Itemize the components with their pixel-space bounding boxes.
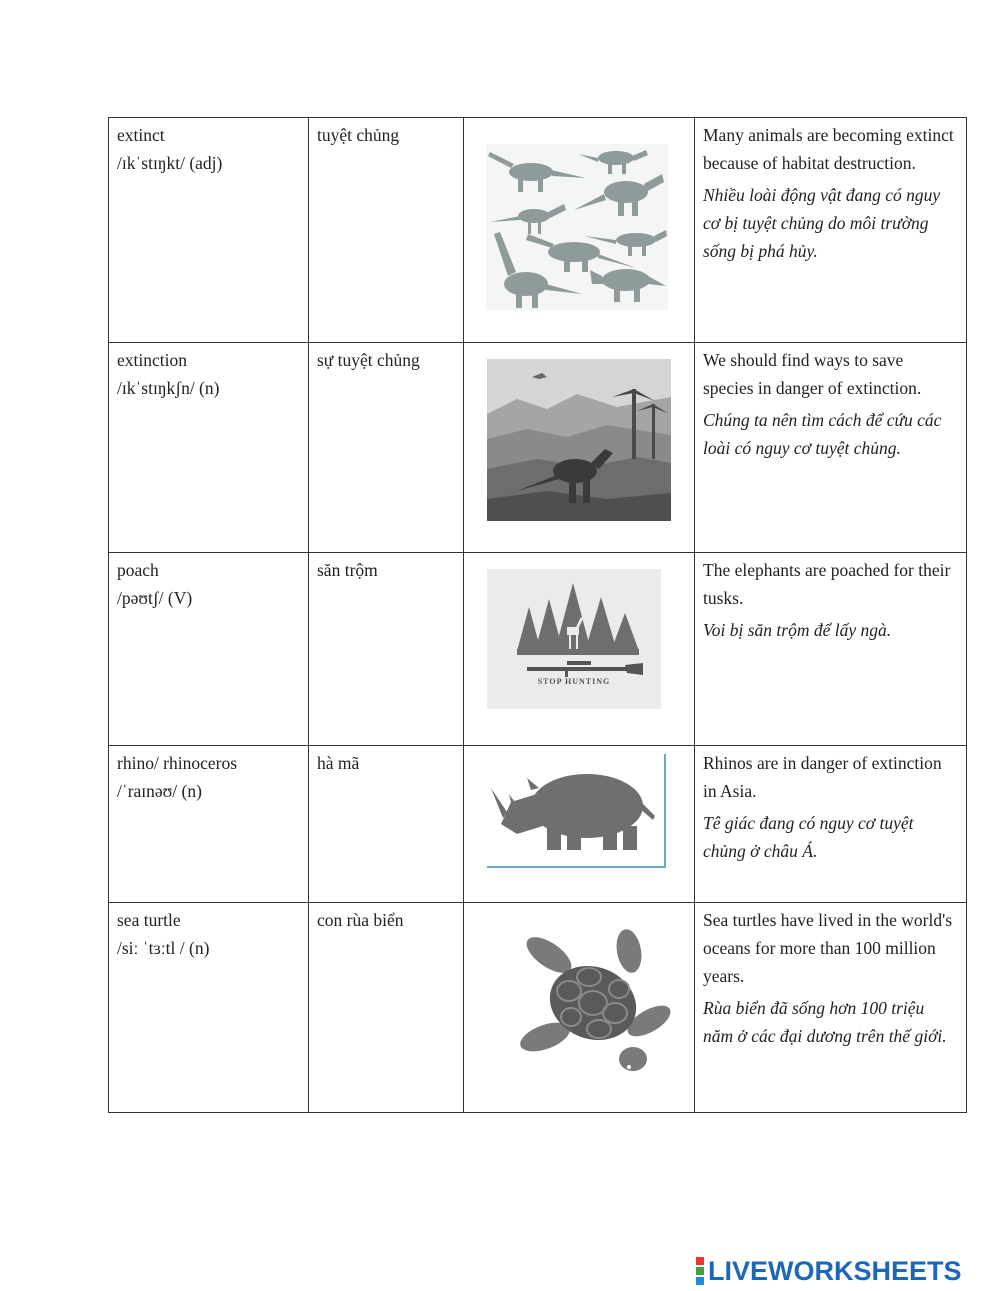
meaning: tuyệt chủng (317, 125, 400, 145)
image-cell (464, 343, 695, 553)
table-row (109, 746, 967, 903)
example-cell (695, 903, 967, 1113)
word-cell (109, 343, 309, 553)
meaning: hà mã (317, 753, 360, 773)
example-vi: Voi bị săn trộm để lấy ngà. (703, 620, 892, 640)
image-cell (464, 553, 695, 746)
word: extinction (117, 350, 187, 370)
image-cell (464, 903, 695, 1113)
example-vi: Tê giác đang có nguy cơ tuyệt chủng ở châu Á. (703, 813, 914, 861)
phonetic: /pəʊtʃ/ (V) (117, 588, 193, 608)
image-cell (464, 746, 695, 903)
word: poach (117, 560, 159, 580)
meaning: sự tuyệt chủng (317, 350, 420, 370)
meaning-cell (309, 746, 464, 903)
word-cell (109, 746, 309, 903)
phonetic: /ɪkˈstɪŋkt/ (adj) (117, 153, 223, 173)
example-vi: Rùa biển đã sống hơn 100 triệu năm ở các đại dương trên thế giới. (703, 998, 947, 1046)
example-cell (695, 343, 967, 553)
meaning: săn trộm (317, 560, 378, 580)
phonetic: /siː ˈtɜːtl / (n) (117, 938, 210, 958)
example-cell (695, 553, 967, 746)
logo-mark-icon (696, 1257, 704, 1285)
table-row (109, 118, 967, 343)
table-row (109, 903, 967, 1113)
meaning: con rùa biển (317, 910, 404, 930)
example-en: We should find ways to save species in danger of extinction. (703, 350, 922, 398)
phonetic: /ˈraɪnəʊ/ (n) (117, 781, 202, 801)
stop-hunting-image (487, 569, 661, 709)
meaning-cell (309, 903, 464, 1113)
example-en: Sea turtles have lived in the world's oceans for more than 100 million years. (703, 910, 953, 986)
table-row (109, 343, 967, 553)
word-cell (109, 553, 309, 746)
example-cell (695, 118, 967, 343)
meaning-cell (309, 343, 464, 553)
brand-name: LIVEWORKSHEETS (708, 1255, 962, 1286)
word: extinct (117, 125, 165, 145)
example-en: Rhinos are in danger of extinction in Asia. (703, 753, 942, 801)
sea-turtle-image (509, 917, 673, 1081)
word-cell (109, 903, 309, 1113)
meaning-cell (309, 118, 464, 343)
word: rhino/ rhinoceros (117, 753, 238, 773)
image-caption: STOP HUNTING (537, 677, 611, 686)
vocabulary-table (108, 117, 967, 1113)
dinosaurs-image (486, 144, 668, 310)
table-row (109, 553, 967, 746)
phonetic: /ɪkˈstɪŋkʃn/ (n) (117, 378, 220, 398)
example-cell (695, 746, 967, 903)
image-cell (464, 118, 695, 343)
example-en: The elephants are poached for their tusks. (703, 560, 951, 608)
example-vi: Chúng ta nên tìm cách để cứu các loài có nguy cơ tuyệt chủng. (703, 410, 942, 458)
word-cell (109, 118, 309, 343)
example-vi: Nhiều loài động vật đang có nguy cơ bị tuyệt chủng do môi trường sống bị phá hủy. (703, 185, 941, 261)
meaning-cell (309, 553, 464, 746)
example-en: Many animals are becoming extinct because of habitat destruction. (703, 125, 954, 173)
word: sea turtle (117, 910, 181, 930)
prehistoric-landscape-image (487, 359, 671, 521)
rhino-image (487, 754, 667, 868)
liveworksheets-logo (696, 1254, 962, 1288)
